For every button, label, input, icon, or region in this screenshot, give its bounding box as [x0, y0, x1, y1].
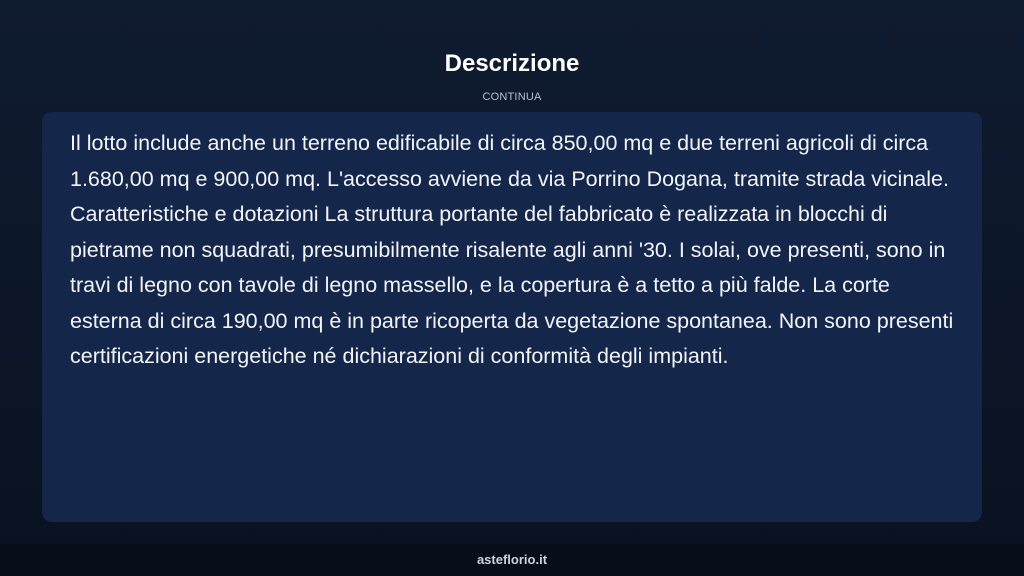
page-subtitle: CONTINUA — [482, 91, 542, 103]
footer-bar — [0, 544, 1024, 576]
page-title: Descrizione — [444, 50, 580, 77]
description-card — [42, 112, 982, 522]
description-text: Il lotto include anche un terreno edificabile di circa 850,00 mq e due terreni agricoli di circa 1.680,00 mq e 900,00 mq. L'accesso avviene da via Porrino Dogana, tramite strada vicinale. Caratteristiche e dotazioni La struttura portante del fabbricato è realizzata in blocchi di pietrame non squadrati, presumibilmente risalente agli anni '30. I solai, ove presenti, sono in travi di legno con tavole di legno massello, e la copertura è a tetto a più falde. La corte esterna di circa 190,00 mq è in parte ricoperta da vegetazione spontanea. Non sono presenti certificazioni energetiche né dichiarazioni di conformità degli impianti. — [70, 131, 954, 368]
footer-site-name: asteflorio.it — [476, 552, 548, 567]
